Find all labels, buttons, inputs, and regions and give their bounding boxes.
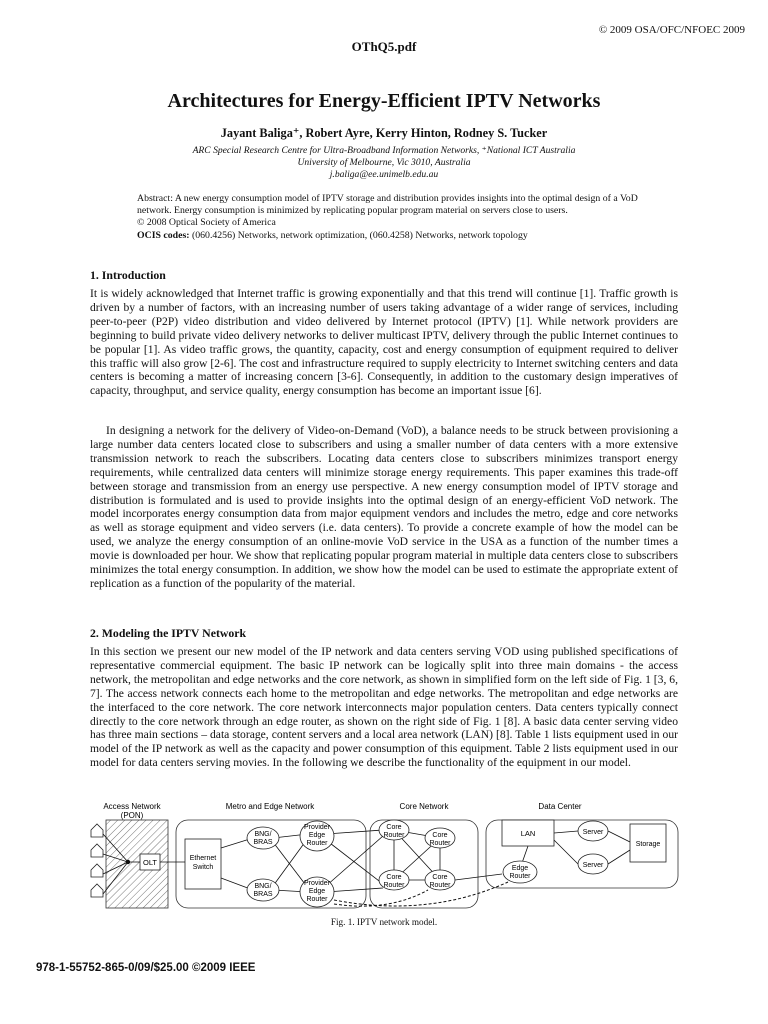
provider-top-label-3: Router — [306, 840, 328, 847]
intro-paragraph-2: In designing a network for the delivery of Video-on-Demand (VoD), a balance needs to be struck between provisioning a large number data centers located close to subscribers and using a smaller number of data centers with a more extensive transmission network to reach the subscribers. Locating data centers close to subscribers minimizes transport energy requirements, while centralized data centers will minimize storage energy requirements. This paper examines this trade-off between storage and transmission from an energy use perspective. A new energy consumption model of IPTV storage and distribution is formulated and is used to provide insights into the optimal design of an energy-efficient VoD network. The model incorporates energy consumption data from major equipment vendors and includes the metro, edge and core networks as well as storage equipment and video servers (i.e. data centers). To provide a concrete example of how the model can be used, we analyze the energy consumption of an online-movie VoD service in the USA as a function of the number times a movie is downloaded per hour. We show that replicating popular program material in multiple data centers close to subscribers minimizes the total energy consumption. In addition, we show how the model can be used to estimate the appropriate extent of replication as a function of the popularity of the material. — [90, 424, 678, 590]
affiliation-line-2: University of Melbourne, Vic 3010, Australia — [297, 157, 471, 168]
bng-top-label-1: BNG/ — [254, 831, 272, 838]
bng-bottom-label-2: BRAS — [253, 891, 273, 898]
ethernet-switch-label-1: Ethernet — [189, 855, 217, 862]
provider-bottom-label-2: Edge — [308, 888, 326, 895]
pon-splitter — [126, 860, 130, 864]
storage-label: Storage — [635, 841, 661, 848]
core-br-label-2: Router — [429, 882, 451, 889]
provider-top-label-2: Edge — [308, 832, 326, 839]
provider-top-label-1: Provider — [303, 824, 331, 831]
modeling-paragraph-1: In this section we present our new model of the IP network and data centers serving VOD using published specifications of representative commercial equipment. The basic IP network can be logically split into three main domains - the access network, the metropolitan and edge networks and the core network, as shown in simplified form on the left side of Fig. 1 [3, 6, 7]. The access network connects each home to the metropolitan and edge networks. The metropolitan and edge networks are the interfaced to the core network. The core network interconnects major population centers. Data centers typically connect directly to the core network through an edge router, as shown on the right side of Fig. 1 [8]. A basic data center serving video has three main sections – data storage, content servers and a local area network (LAN) [8]. Table 1 lists equipment used in our model of the IP network as well as the capacity and power consumption of this equipment. Table 2 lists equipment used in our model for data centers serving movies. In the following we describe the functionality of the equipment in our model. — [90, 645, 678, 770]
core-tl-label-1: Core — [386, 824, 402, 831]
edge-router-label-1: Edge — [511, 865, 529, 872]
abstract-copyright: © 2008 Optical Society of America — [137, 217, 276, 229]
server-top-label: Server — [582, 829, 604, 836]
file-id: OThQ5.pdf — [351, 39, 417, 54]
figure-caption: Fig. 1. IPTV network model. — [330, 917, 438, 927]
label-access-pon: (PON) — [120, 811, 144, 820]
server-bottom-label: Server — [582, 862, 604, 869]
footer-isbn: 978-1-55752-865-0/09/$25.00 ©2009 IEEE — [36, 962, 256, 974]
label-core-network: Core Network — [399, 802, 449, 811]
author-list: Jayant Baliga⁺, Robert Ayre, Kerry Hinton, Rodney S. Tucker — [220, 126, 548, 140]
section-heading-modeling: 2. Modeling the IPTV Network — [90, 626, 247, 640]
core-tr-label-1: Core — [432, 832, 448, 839]
olt-label: OLT — [142, 858, 158, 867]
provider-bottom-label-1: Provider — [303, 880, 331, 887]
edge-router-label-2: Router — [509, 873, 531, 880]
home-icons — [91, 824, 103, 897]
label-access-network: Access Network — [103, 802, 161, 811]
section-heading-introduction: 1. Introduction — [90, 268, 166, 282]
core-bl-label-2: Router — [383, 882, 405, 889]
ocis-label: OCIS codes: — [137, 229, 190, 241]
ocis-text: (060.4256) Networks, network optimization, (060.4258) Networks, network topology — [189, 229, 528, 241]
bng-bottom-label-1: BNG/ — [254, 883, 272, 890]
iptv-network-diagram — [88, 800, 684, 912]
core-br-label-1: Core — [432, 874, 448, 881]
bng-top-label-2: BRAS — [253, 839, 273, 846]
ocis-codes — [137, 230, 647, 242]
abstract-text: Abstract: A new energy consumption model of IPTV storage and distribution provides insights into the optimal design of a VoD network. Energy consumption is minimized by replicating popular program material on servers close to users. — [137, 193, 638, 217]
core-bl-label-1: Core — [386, 874, 402, 881]
intro-paragraph-1: It is widely acknowledged that Internet traffic is growing exponentially and that this trend will continue [1]. Traffic growth is driven by a number of factors, with an increasing number of users taking advantage of a wider range of services, including peer-to-peer (P2P) video distribution and video delivered by Internet protocol (IPTV) [1]. While network providers are beginning to build private video delivery networks to deliver multicast IPTV, delivery through the public Internet continues to be popular [1]. As video traffic grows, the quantity, capacity, cost and energy consumption of equipment required to deliver this traffic will also grow [2-6]. The cost and infrastructure required to supply electricity to Internet switching centers and data centers is becoming a matter of increasing concern [3-6]. Consequently, in addition to the customary design imperatives of capacity, throughput, and service quality, energy consumption has become an important issue [6]. — [90, 287, 678, 398]
author-email: j.baliga@ee.unimelb.edu.au — [329, 169, 439, 180]
ethernet-switch-label-2: Switch — [192, 864, 214, 871]
copyright-notice: © 2009 OSA/OFC/NFOEC 2009 — [598, 24, 745, 36]
paper-title: Architectures for Energy-Efficient IPTV Networks — [167, 90, 601, 112]
core-tr-label-2: Router — [429, 840, 451, 847]
abstract-block — [137, 193, 647, 242]
label-metro-edge-network: Metro and Edge Network — [225, 802, 315, 811]
label-data-center: Data Center — [538, 802, 582, 811]
affiliation-line-1: ARC Special Research Centre for Ultra-Broadband Information Networks, ⁺National ICT Australia — [192, 145, 576, 156]
provider-bottom-label-3: Router — [306, 896, 328, 903]
core-tl-label-2: Router — [383, 832, 405, 839]
lan-label: LAN — [520, 829, 536, 838]
traffic-paths — [334, 882, 508, 906]
